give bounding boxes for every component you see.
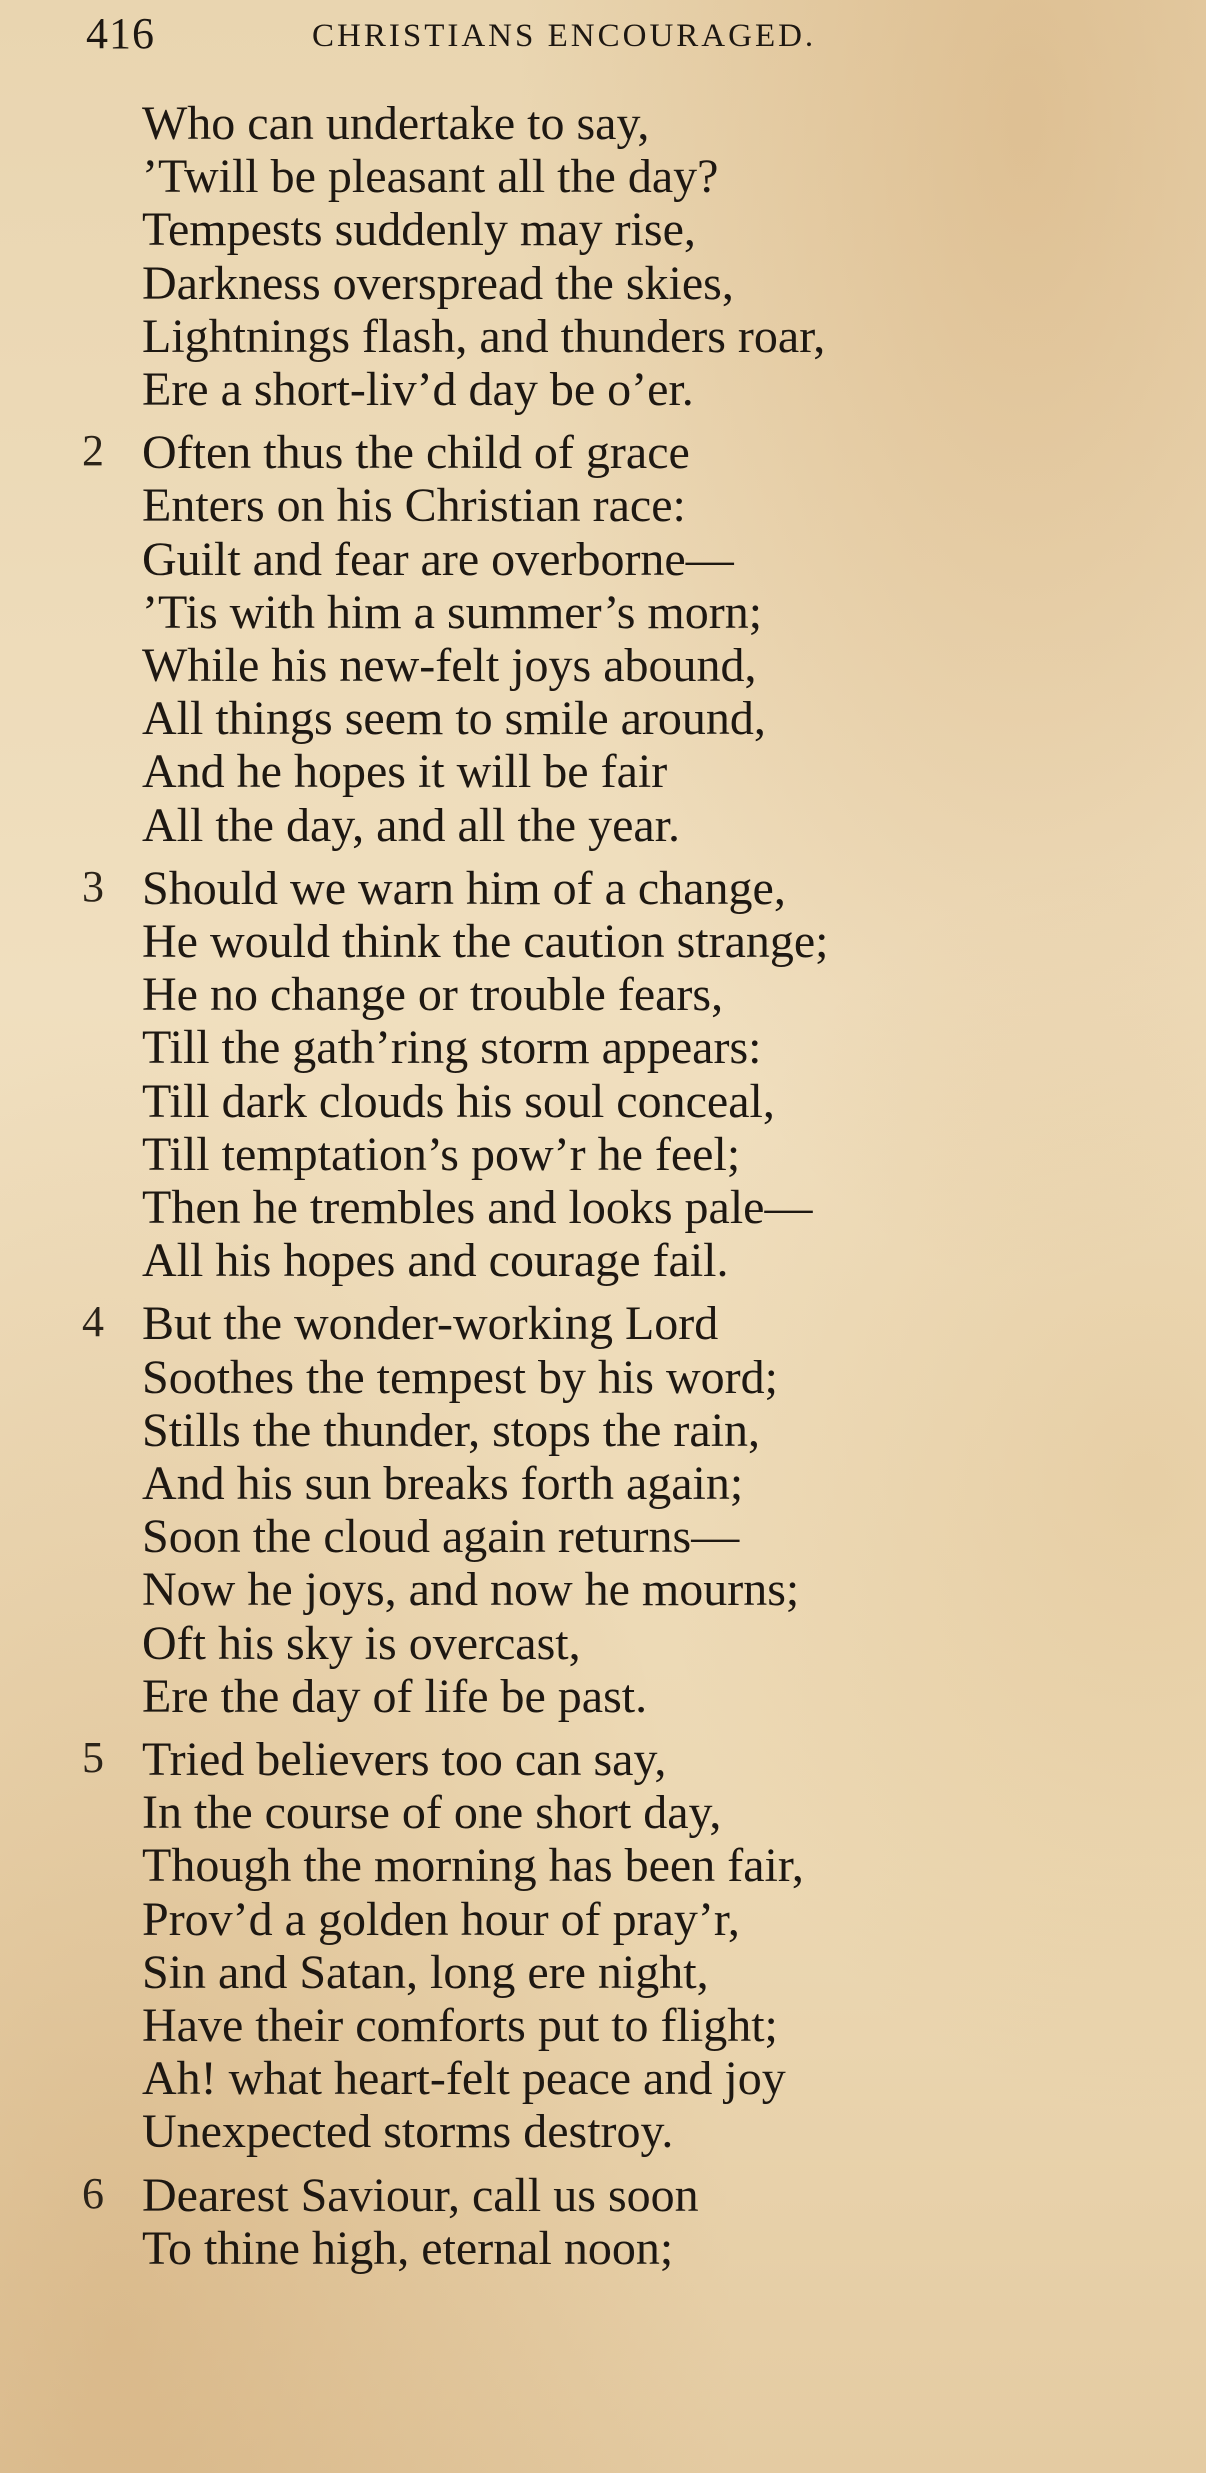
verse-line: Soothes the tempest by his word; (142, 1350, 778, 1404)
stanza-number: 2 (82, 426, 104, 476)
verse-line: Prov’d a golden hour of pray’r, (142, 1892, 740, 1946)
verse-line: Guilt and fear are overborne— (142, 532, 734, 586)
verse-line: Dearest Saviour, call us soon (142, 2168, 699, 2222)
verse-line: Ere a short-liv’d day be o’er. (142, 363, 694, 416)
verse-line: Tried believers too can say, (142, 1733, 667, 1786)
verse-line: Often thus the child of grace (142, 426, 690, 480)
verse-line: And his sun breaks forth again; (142, 1457, 744, 1510)
verse-line: ’Tis with him a summer’s morn; (142, 585, 763, 639)
verse-line: But the wonder-working Lord (142, 1297, 719, 1351)
verse-line: Stills the thunder, stops the rain, (142, 1403, 761, 1457)
verse-line: All things seem to smile around, (142, 692, 766, 746)
running-title: CHRISTIANS ENCOURAGED. (312, 18, 817, 54)
verse-line: To thine high, eternal noon; (142, 2221, 674, 2275)
stanza-number: 3 (82, 861, 104, 911)
verse-line: While his new-felt joys abound, (142, 639, 757, 692)
verse-line: And he hopes it will be fair (142, 745, 668, 799)
stanza-number: 5 (82, 1733, 104, 1782)
stanza-number: 4 (82, 1297, 104, 1347)
verse-line: Oft his sky is overcast, (142, 1616, 581, 1670)
verse-line: Who can undertake to say, (142, 97, 650, 150)
verse-line: All his hopes and courage fail. (142, 1234, 729, 1288)
verse-line: Though the morning has been fair, (142, 1839, 804, 1893)
verse-line: Till dark clouds his soul conceal, (142, 1074, 775, 1128)
verse-line: ’Twill be pleasant all the day? (142, 150, 719, 204)
page-header (86, 0, 1146, 66)
verse-line: He no change or trouble fears, (142, 968, 724, 1022)
verse-line: All the day, and all the year. (142, 798, 681, 852)
verse-line: Ah! what heart-felt peace and joy (142, 2052, 786, 2106)
verse-line: Till the gath’ring storm appears: (142, 1021, 762, 1075)
verse-line: Now he joys, and now he mourns; (142, 1563, 800, 1617)
verse-line: Enters on his Christian race: (142, 479, 686, 533)
verse-line: Should we warn him of a change, (142, 861, 786, 915)
verse-line: In the course of one short day, (142, 1786, 722, 1840)
verse-line: Then he trembles and looks pale— (142, 1181, 813, 1234)
verse-line: Tempests suddenly may rise, (142, 203, 696, 257)
verse-line: Have their comforts put to flight; (142, 1999, 778, 2052)
stanza-number: 6 (82, 2168, 104, 2218)
verse-line: Lightnings flash, and thunders roar, (142, 309, 826, 363)
verse-line: He would think the caution strange; (142, 915, 829, 968)
verse-line: Darkness overspread the skies, (142, 256, 734, 310)
verse-line: Unexpected storms destroy. (142, 2105, 674, 2159)
verse-line: Sin and Satan, long ere night, (142, 1945, 709, 1999)
verse-line: Ere the day of life be past. (142, 1669, 648, 1723)
verse-line: Soon the cloud again returns— (142, 1510, 740, 1564)
page-number: 416 (86, 9, 155, 58)
verse-line: Till temptation’s pow’r he feel; (142, 1127, 741, 1181)
